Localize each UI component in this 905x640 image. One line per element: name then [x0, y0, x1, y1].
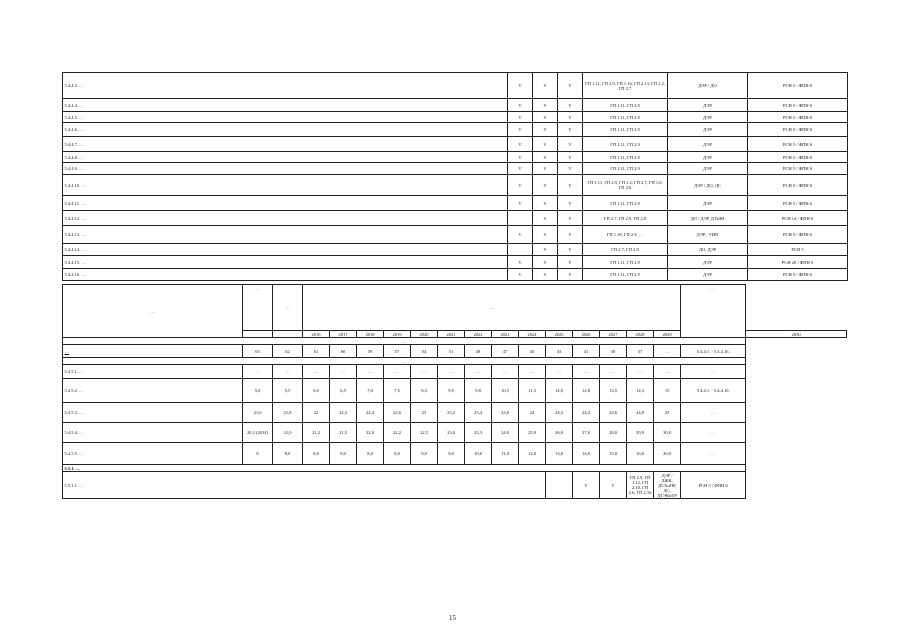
header-estimate: … — [273, 285, 303, 331]
document-ref: РСН 5 / ФПН 6 — [748, 269, 848, 281]
period-mark-1: V — [508, 163, 533, 175]
section-expected: … — [63, 338, 746, 345]
subsection-title: 5.5.1. … — [63, 465, 746, 472]
indicator-base: 20,3 (2014) — [243, 423, 273, 443]
year-estimate-empty — [273, 331, 303, 338]
indicator-value: 23,4 — [465, 403, 492, 423]
measure-row — [63, 152, 848, 163]
document-ref: РСН 5 / ФПН 6 — [748, 163, 848, 175]
period-mark-2: V — [533, 256, 558, 269]
indicator-value: … — [627, 365, 654, 379]
period-mark-3: V — [558, 152, 583, 163]
period-mark-2: V — [533, 163, 558, 175]
indicator-row — [63, 379, 847, 403]
indicator-task: … — [681, 365, 746, 379]
indicator-value: 23 — [411, 403, 438, 423]
indicator-value: … — [438, 365, 465, 379]
indicator-value: 8,0 — [303, 443, 330, 465]
indicator-value: … — [519, 365, 546, 379]
document-ref: РСН 5 / ФПН 6 — [748, 137, 848, 152]
period-mark-3: V — [558, 226, 583, 244]
program-ref: ГП 1.11, ГП 2.9 — [583, 112, 668, 123]
indicator-row — [63, 443, 847, 465]
indicator-value: 10,5 — [492, 379, 519, 403]
year-header: 2030 — [746, 331, 847, 338]
indicator-value: … — [573, 365, 600, 379]
header-planned: … — [303, 285, 681, 331]
program-ref: ГП 1.11, ГП 2.9 — [583, 152, 668, 163]
indicator-value: 24 — [519, 403, 546, 423]
indicator-value: 11,3 — [519, 379, 546, 403]
executor: ДЭР — [668, 112, 748, 123]
executor: ДЭР / ДЖК, ДСХиПР, ДС, ДТЭКиТР — [654, 472, 681, 499]
indicator-value: 16,0 — [627, 443, 654, 465]
section-row — [63, 338, 847, 345]
indicator-value: 24,2 — [546, 403, 573, 423]
program-ref: ГП 1.11, ГП 2.9 — [583, 123, 668, 137]
indicator-label: … — [63, 345, 243, 358]
indicator-value: 27,0 — [573, 423, 600, 443]
indicator-value: 54 — [411, 345, 438, 358]
indicator-value: 26,0 — [546, 423, 573, 443]
executor: ДЭР — [668, 163, 748, 175]
indicator-value: 22,4 — [357, 403, 384, 423]
indicator-value: 24,4 — [573, 403, 600, 423]
indicator-value: 13,0 — [546, 443, 573, 465]
executor: ДО, ДЭР — [668, 244, 748, 256]
indicator-value: 22,2 — [330, 403, 357, 423]
period-mark-1: V — [508, 123, 533, 137]
indicator-task: 5.4.4.1. - 5.4.4.16. — [681, 379, 746, 403]
indicator-base: 5,0 — [243, 379, 273, 403]
indicator-value: 23,6 — [492, 403, 519, 423]
period-mark-2: V — [533, 175, 558, 196]
period-mark-3: V — [558, 73, 583, 99]
header-indicator: … — [63, 285, 243, 338]
indicator-value: 51 — [438, 345, 465, 358]
indicator-value: … — [357, 365, 384, 379]
period-mark-1: V — [508, 152, 533, 163]
indicator-value: 10,0 — [465, 443, 492, 465]
period-mark-1: V — [508, 256, 533, 269]
indicator-value: 6,0 — [303, 379, 330, 403]
executor: ДЭР — [668, 137, 748, 152]
measure-text: 5.4.4.12. … — [63, 211, 508, 226]
executor: ДЭР — [668, 256, 748, 269]
indicator-value: 6,5 — [330, 379, 357, 403]
executor: ДЭР — [668, 196, 748, 211]
indicator-label: 5.4.5.1. … — [63, 365, 243, 379]
indicator-value: 8,0 — [330, 443, 357, 465]
year-header: 2028 — [627, 331, 654, 338]
indicator-estimate: 5,5 — [273, 379, 303, 403]
document-ref: РСН 5 / ФПН 6 — [748, 196, 848, 211]
indicator-value: … — [411, 365, 438, 379]
period-mark-3: V — [558, 196, 583, 211]
year-header: 2024 — [519, 331, 546, 338]
period-mark-3: V — [558, 99, 583, 112]
indicator-estimate: … — [273, 365, 303, 379]
indicator-value: 22,5 — [411, 423, 438, 443]
indicator-value: … — [330, 365, 357, 379]
measure-text: 5.4.4.16. … — [63, 269, 508, 281]
indicator-value: 22 — [303, 403, 330, 423]
indicator-value: 57 — [384, 345, 411, 358]
indicator-value: 11,0 — [492, 443, 519, 465]
indicator-value: 12,0 — [546, 379, 573, 403]
period-mark-2: V — [533, 196, 558, 211]
indicator-value: 9,0 — [438, 443, 465, 465]
measure-text: 5.4.4.10. … — [63, 175, 508, 196]
indicator-row — [63, 345, 847, 358]
indicator-row — [63, 365, 847, 379]
indicator-value: 23,0 — [438, 423, 465, 443]
program-ref: ГП 1.11, ГП 2.9 — [583, 196, 668, 211]
indicator-task: … — [681, 443, 746, 465]
document-ref: РСН 5 / ФПН 6 — [748, 112, 848, 123]
indicator-value: 37 — [627, 345, 654, 358]
indicator-task: 5.4.4.1. - 5.4.4.16. — [681, 345, 746, 358]
indicator-value: 29,0 — [627, 423, 654, 443]
measure-row — [63, 163, 848, 175]
indicator-value: 41 — [573, 345, 600, 358]
indicator-value: … — [654, 345, 681, 358]
indicator-value: 8,3 — [411, 379, 438, 403]
period-mark-2: V — [533, 123, 558, 137]
measure-text: 5.5.1.1. … — [63, 472, 546, 499]
document-ref: РСН 5 / ФПН 6 — [748, 123, 848, 137]
measure-row — [63, 244, 848, 256]
indicator-value: … — [654, 365, 681, 379]
program-ref: ГП 2.7, ГП 2.9 — [583, 244, 668, 256]
indicator-value: 14,0 — [573, 443, 600, 465]
document-ref: РСН 5 — [748, 244, 848, 256]
period-mark-1: V — [508, 137, 533, 152]
document-ref: РСН 5 / ФПН 6 — [748, 175, 848, 196]
measures-table — [62, 72, 848, 281]
indicator-value: 49 — [465, 345, 492, 358]
measure-text: 5.4.4.8. … — [63, 152, 508, 163]
measure-text: 5.4.4.11. … — [63, 196, 508, 211]
period-mark-2: V — [533, 112, 558, 123]
program-ref: ГП 2.11, ГП 2.9 — [583, 163, 668, 175]
year-header: 2019 — [384, 331, 411, 338]
indicator-value: 24,8 — [627, 403, 654, 423]
executor: ДЭР — [668, 123, 748, 137]
period-mark-1: V — [508, 175, 533, 196]
indicator-value: 25 — [654, 403, 681, 423]
measure-text: 5.4.4.3. … — [63, 73, 508, 99]
document-ref: РСН 5 / ФПН 6 — [748, 152, 848, 163]
period-mark-2: V — [533, 99, 558, 112]
measure-row — [63, 256, 848, 269]
indicator-value: … — [600, 365, 627, 379]
document-ref: РСН 14 / ФПН 6 — [748, 211, 848, 226]
measure-row — [63, 123, 848, 137]
indicator-estimate: 21,0 — [273, 423, 303, 443]
indicator-value: 22,2 — [384, 423, 411, 443]
year-header: 2026 — [573, 331, 600, 338]
indicator-value: 12,0 — [519, 443, 546, 465]
indicator-value: 9,0 — [411, 443, 438, 465]
indicator-value: 24,6 — [600, 403, 627, 423]
indicator-value: 60 — [330, 345, 357, 358]
program-ref: ГП 1.11, ГП 2.9 — [583, 99, 668, 112]
indicator-value: 25,0 — [519, 423, 546, 443]
indicator-value: 22,0 — [357, 423, 384, 443]
indicator-value: 15 — [654, 379, 681, 403]
period-mark-2: V — [533, 226, 558, 244]
indicator-base: 21,6 — [243, 403, 273, 423]
document-ref: РСН 5 / ФПН 6 — [748, 99, 848, 112]
measure-row — [63, 226, 848, 244]
program-ref: ГП 1.11, ГП 2.9, ГП 1.16, ГП 2.13, ГП 1.2, ГП 2.7 — [583, 73, 668, 99]
measure-row — [63, 196, 848, 211]
indicator-task: … — [681, 423, 746, 443]
indicator-label: 5.4.5.5. … — [63, 443, 243, 465]
indicator-label: 5.4.5.4. … — [63, 423, 243, 443]
executor: ДЭР — [668, 152, 748, 163]
indicator-value: 30,0 — [654, 423, 681, 443]
period-mark-3: V — [600, 472, 627, 499]
executor: ДО / ДЭР, ДТиЗН — [668, 211, 748, 226]
year-base-empty — [243, 331, 273, 338]
year-header: 2020 — [411, 331, 438, 338]
period-mark-2: V — [533, 152, 558, 163]
period-mark-1: V — [508, 226, 533, 244]
measure-row — [63, 211, 848, 226]
indicator-base: 8 — [243, 443, 273, 465]
measure-text: 5.4.4.9. … — [63, 163, 508, 175]
indicator-value: 20,0 — [654, 443, 681, 465]
period-mark-3: V — [558, 123, 583, 137]
indicator-value: 21,5 — [330, 423, 357, 443]
subsection-row — [63, 465, 847, 472]
indicator-value: 23,2 — [438, 403, 465, 423]
document-sheet — [62, 72, 847, 499]
year-header: 2017 — [330, 331, 357, 338]
program-ref: ГП 1.18, ГП 2.9, … — [583, 226, 668, 244]
year-header: 2021 — [438, 331, 465, 338]
executor: ДЭР / ДО, ДС — [668, 175, 748, 196]
indicator-value: 21,2 — [303, 423, 330, 443]
measure-text: 5.4.4.4. … — [63, 99, 508, 112]
indicator-value: 15,0 — [600, 443, 627, 465]
period-mark-1 — [508, 244, 533, 256]
header-base-value: … — [243, 285, 273, 331]
period-mark-3: V — [558, 112, 583, 123]
indicator-value: 7,0 — [357, 379, 384, 403]
period-mark-3: V — [558, 163, 583, 175]
period-mark-2: V — [533, 211, 558, 226]
indicator-base: 63 — [243, 345, 273, 358]
indicator-value: 8,0 — [384, 443, 411, 465]
period-mark-3: V — [558, 211, 583, 226]
executor: ДЭР — [668, 269, 748, 281]
program-ref: ГП 1.11, ГП 2.9 — [583, 256, 668, 269]
indicator-value: 45 — [519, 345, 546, 358]
measure-text: 5.4.4.13. … — [63, 226, 508, 244]
indicator-estimate: 8,0 — [273, 443, 303, 465]
year-header: 2029 — [654, 331, 681, 338]
indicator-value: 7,5 — [384, 379, 411, 403]
document-ref: РСН 5 / ФПН 6 — [681, 472, 746, 499]
indicator-value: 13,5 — [600, 379, 627, 403]
indicator-task: … — [681, 403, 746, 423]
program-ref: ГП 2.9, ГП 1.12, ГП 2.10, ГП 2.6, ГП 2.16 — [627, 472, 654, 499]
indicator-value: 28,0 — [600, 423, 627, 443]
measure-row — [63, 269, 848, 281]
indicator-value: 59 — [357, 345, 384, 358]
period-mark-3: V — [558, 269, 583, 281]
indicator-value: 43 — [546, 345, 573, 358]
measure-row — [63, 112, 848, 123]
measure-text: 5.4.4.14. … — [63, 244, 508, 256]
period-mark-3: V — [558, 137, 583, 152]
indicator-value: 14,3 — [627, 379, 654, 403]
program-ref: ГП 1.11, ГП 2.9, ГП 1.2, ГП 2.7, ГП 1.6, ГП 2.6 — [583, 175, 668, 196]
executor: ДЭР — [668, 99, 748, 112]
period-mark-3: V — [558, 244, 583, 256]
program-ref: ГП 1.11, ГП 2.9 — [583, 137, 668, 152]
measure-text: 5.4.4.15. … — [63, 256, 508, 269]
indicator-value: … — [492, 365, 519, 379]
indicator-value: 8,0 — [357, 443, 384, 465]
year-header: 2022 — [465, 331, 492, 338]
indicator-value: 23,3 — [465, 423, 492, 443]
indicator-value: 39 — [600, 345, 627, 358]
section-row — [63, 358, 847, 365]
indicator-value: … — [465, 365, 492, 379]
year-header: 2018 — [357, 331, 384, 338]
measure-text: 5.4.4.6. … — [63, 123, 508, 137]
indicator-value: … — [546, 365, 573, 379]
measure-text: 5.4.4.7. … — [63, 137, 508, 152]
year-header: 2016 — [303, 331, 330, 338]
indicator-estimate: 62 — [273, 345, 303, 358]
measure-row — [63, 73, 848, 99]
indicator-value: 9,8 — [465, 379, 492, 403]
year-header: 2025 — [546, 331, 573, 338]
indicator-value: 24,0 — [492, 423, 519, 443]
document-ref: РСН 20 / ФПН 5 — [748, 256, 848, 269]
period-mark-3: V — [558, 256, 583, 269]
indicator-value: 12,8 — [573, 379, 600, 403]
indicator-value: 47 — [492, 345, 519, 358]
period-mark-2: V — [573, 472, 600, 499]
program-ref: ГП 2.7, ГП 2.9, ГП 2.8 — [583, 211, 668, 226]
period-mark-2: V — [533, 269, 558, 281]
indicator-value: 22,6 — [384, 403, 411, 423]
document-ref: РСН 5 / ФПН 6 — [748, 226, 848, 244]
header-task: … — [681, 285, 746, 338]
indicator-value: 61 — [303, 345, 330, 358]
measure-row — [63, 99, 848, 112]
period-mark-1 — [546, 472, 573, 499]
indicator-label: 5.4.5.2. … — [63, 379, 243, 403]
year-header: 2023 — [492, 331, 519, 338]
indicator-row — [63, 423, 847, 443]
measure-text: 5.4.4.5. … — [63, 112, 508, 123]
measure-row — [63, 137, 848, 152]
indicator-base: … — [243, 365, 273, 379]
measure-row — [63, 472, 847, 499]
period-mark-1: V — [508, 99, 533, 112]
document-ref: РСН 5 / ФПН 6 — [748, 73, 848, 99]
indicator-row — [63, 403, 847, 423]
period-mark-2: V — [533, 244, 558, 256]
program-ref: ГП 1.11, ГП 2.9 — [583, 269, 668, 281]
period-mark-1: V — [508, 196, 533, 211]
indicator-estimate: 21,8 — [273, 403, 303, 423]
period-mark-2: V — [533, 73, 558, 99]
page-number: 15 — [449, 614, 456, 622]
results-table — [62, 284, 847, 499]
executor: ДЭР / ДО — [668, 73, 748, 99]
section-indicators: … — [63, 358, 746, 365]
indicator-label: 5.4.5.3. … — [63, 403, 243, 423]
period-mark-1: V — [508, 73, 533, 99]
indicator-value: … — [303, 365, 330, 379]
period-mark-1 — [508, 211, 533, 226]
measure-row — [63, 175, 848, 196]
period-mark-2: V — [533, 137, 558, 152]
indicator-value: 9,0 — [438, 379, 465, 403]
period-mark-1: V — [508, 112, 533, 123]
period-mark-3: V — [558, 175, 583, 196]
executor: ДЭР / УИП — [668, 226, 748, 244]
indicator-value: … — [384, 365, 411, 379]
year-header: 2027 — [600, 331, 627, 338]
period-mark-1: V — [508, 269, 533, 281]
